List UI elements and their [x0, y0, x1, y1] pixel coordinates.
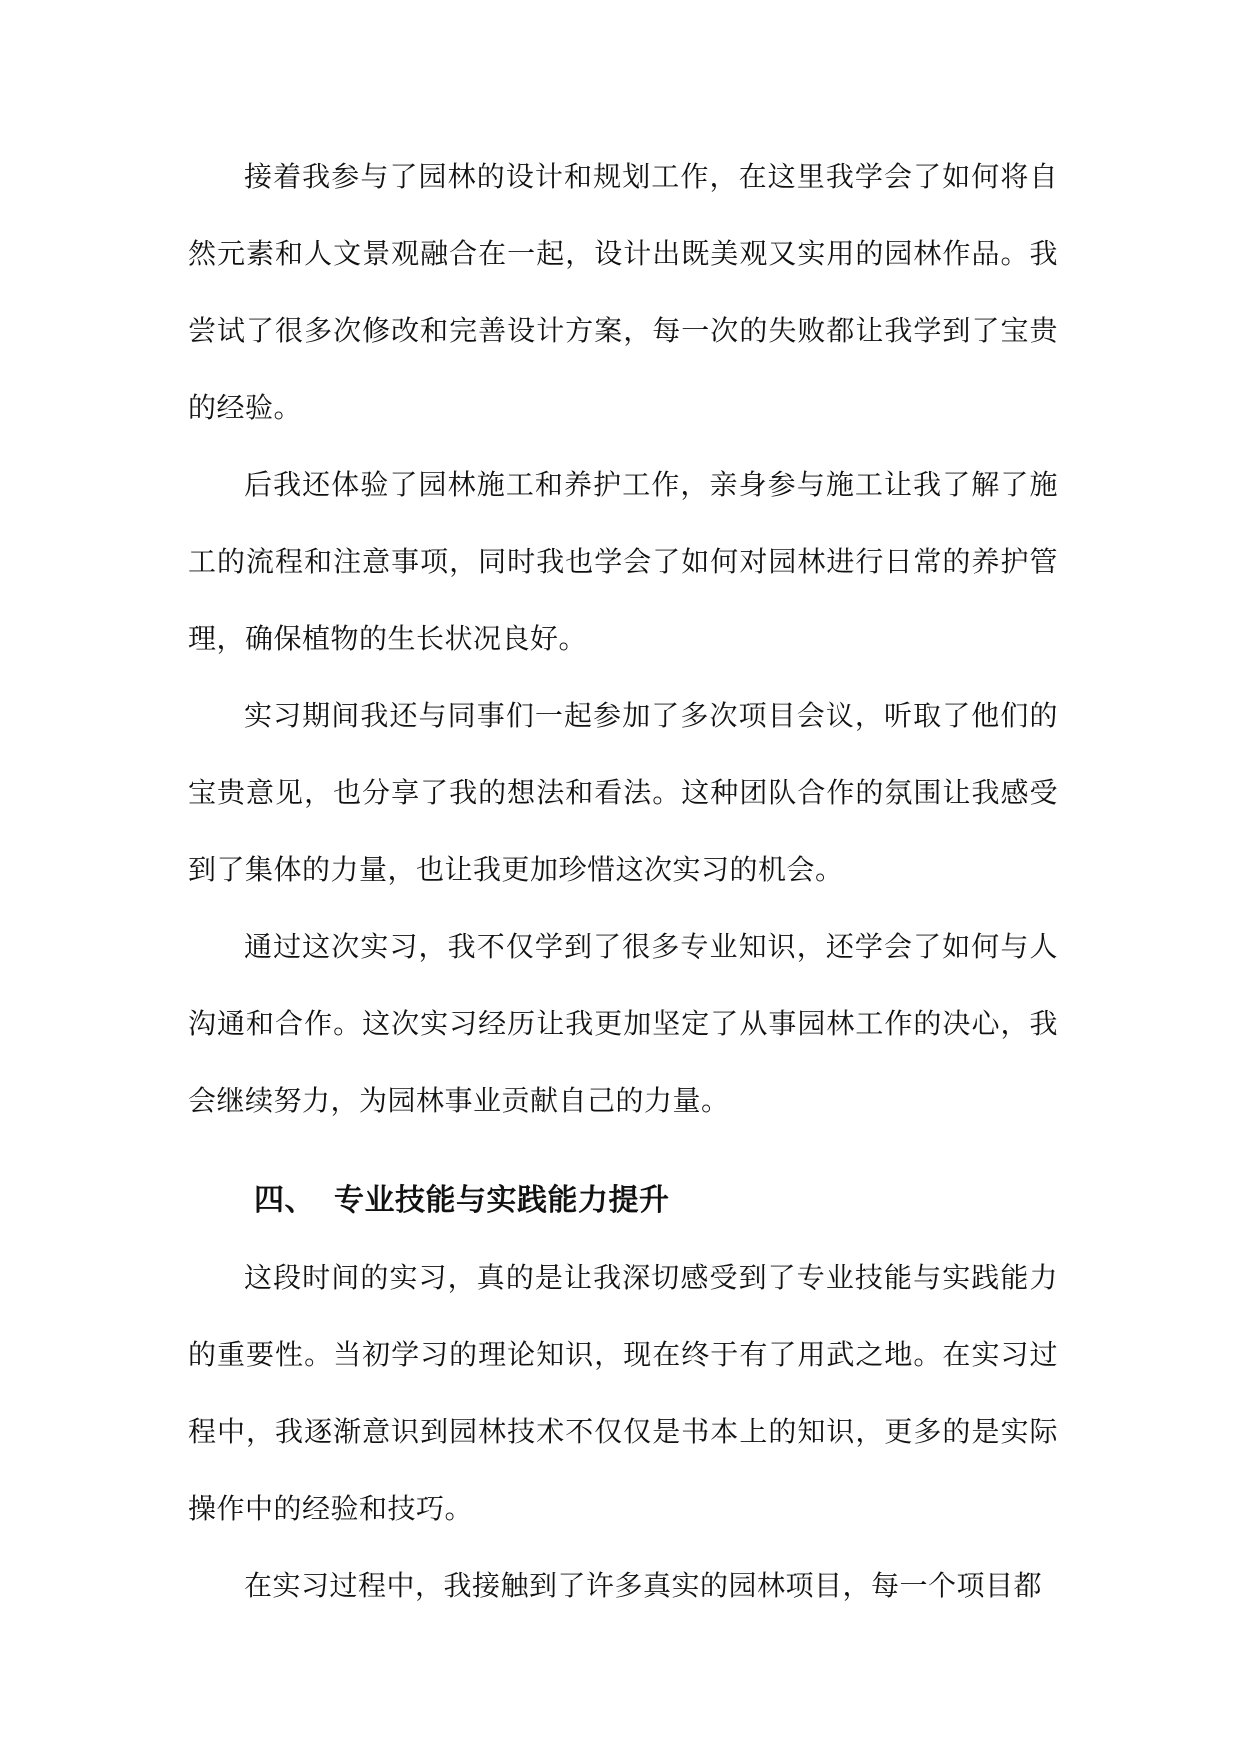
section-heading — [188, 1162, 1058, 1239]
paragraph-internship-summary: 通过这次实习，我不仅学到了很多专业知识，还学会了如何与人沟通和合作。这次实习经历让我更加坚定了从事园林工作的决心，我会继续努力，为园林事业贡献自己的力量。 — [188, 930, 1058, 1117]
paragraph-construction-maintenance: 后我还体验了园林施工和养护工作，亲身参与施工让我了解了施工的流程和注意事项，同时我也学会了如何对园林进行日常的养护管理，确保植物的生长状况良好。 — [188, 468, 1058, 655]
paragraph-real-projects: 在实习过程中，我接触到了许多真实的园林项目，每一个项目都 — [244, 1569, 1043, 1602]
section-title: 专业技能与实践能力提升 — [334, 1183, 670, 1218]
paragraph-design-planning: 接着我参与了园林的设计和规划工作，在这里我学会了如何将自然元素和人文景观融合在一起，设计出既美观又实用的园林作品。我尝试了很多次修改和完善设计方案，每一次的失败都让我学到了宝贵的经验。 — [188, 160, 1058, 424]
paragraph-skills-importance: 这段时间的实习，真的是让我深切感受到了专业技能与实践能力的重要性。当初学习的理论知识，现在终于有了用武之地。在实习过程中，我逐渐意识到园林技术不仅仅是书本上的知识，更多的是实际操作中的经验和技巧。 — [188, 1261, 1058, 1525]
document-body — [188, 138, 1058, 1624]
paragraph-project-meetings: 实习期间我还与同事们一起参加了多次项目会议，听取了他们的宝贵意见，也分享了我的想法和看法。这种团队合作的氛围让我感受到了集体的力量，也让我更加珍惜这次实习的机会。 — [188, 699, 1058, 886]
section-number: 四、 — [254, 1183, 315, 1218]
